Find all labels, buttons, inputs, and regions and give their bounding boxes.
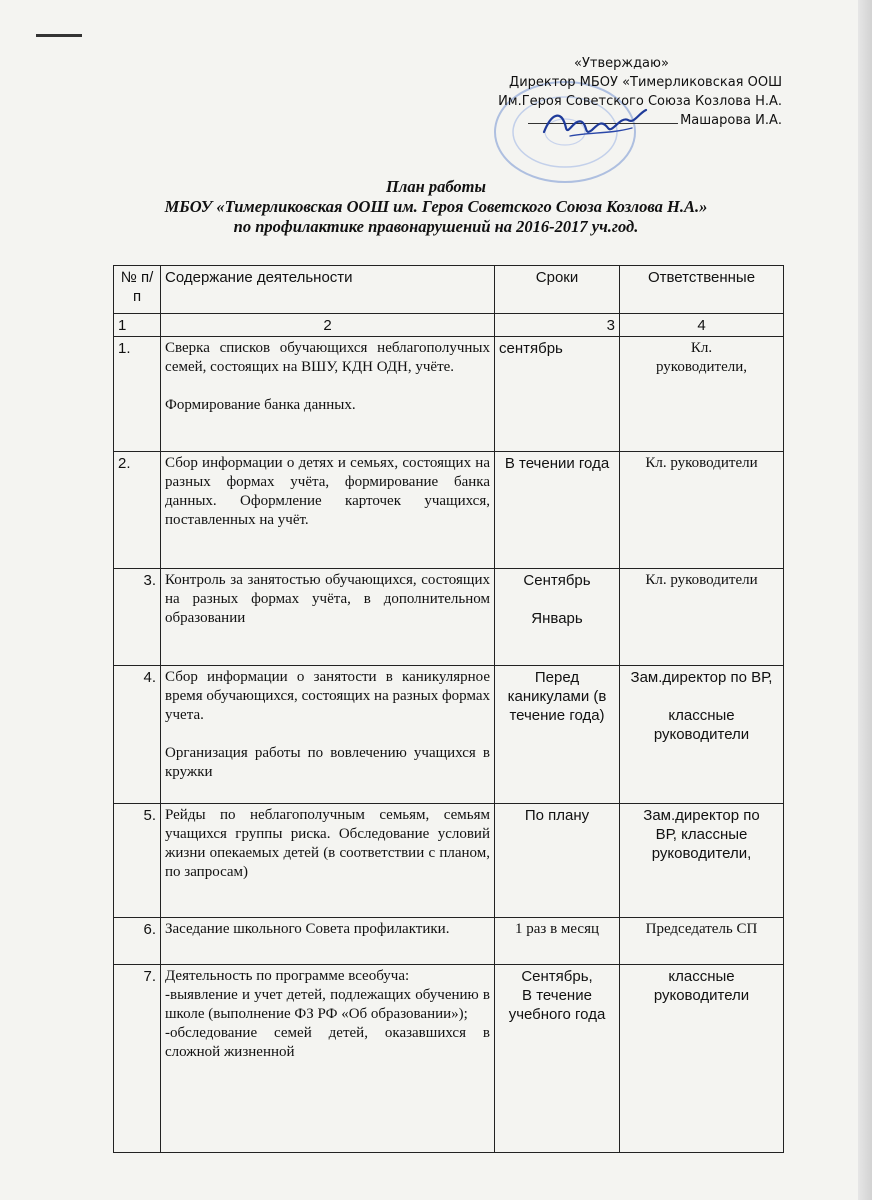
table-row <box>114 337 784 452</box>
row-content-text: Деятельность по программе всеобуча: <box>165 968 410 984</box>
row-terms-2: Январь <box>531 610 583 627</box>
row-terms: сентябрь <box>495 337 620 452</box>
row-terms-1: Сентябрь <box>523 572 591 589</box>
row-content <box>161 965 495 1153</box>
row-terms: Перед каникулами (в течение года) <box>495 666 620 804</box>
title-line-2: МБОУ «Тимерликовская ООШ им. Героя Советского Союза Козлова Н.А.» <box>164 197 708 216</box>
header-num: № п/п <box>114 266 161 314</box>
row-num: 1. <box>114 337 161 452</box>
row-num: 3. <box>114 569 161 666</box>
approval-director: Директор МБОУ «Тимерликовская ООШ <box>509 75 782 90</box>
table-index-row <box>114 314 784 337</box>
row-terms <box>495 965 620 1153</box>
approval-signer-name: Машарова И.А. <box>680 113 782 128</box>
row-responsible: Председатель СП <box>620 918 784 965</box>
row-content: Рейды по неблагополучным семьям, семьям учащихся группы риска. Обследование условий жизни опекаемых детей (в соответствии с планом, по запросам) <box>161 804 495 918</box>
row-content <box>161 337 495 452</box>
table-row <box>114 965 784 1153</box>
work-plan-table <box>113 265 784 1153</box>
table-header-row <box>114 266 784 314</box>
header-terms: Сроки <box>495 266 620 314</box>
approval-heading: «Утверждаю» <box>574 56 669 71</box>
approval-school-name: Им.Героя Советского Союза Козлова Н.А. <box>498 94 782 109</box>
row-content: Контроль за занятостью обучающихся, состоящих на разных формах учёта, в дополнительном образовании <box>161 569 495 666</box>
header-content: Содержание деятельности <box>161 266 495 314</box>
index-2: 2 <box>161 314 495 337</box>
row-content-text-2: -выявление и учет детей, подлежащих обучению в школе (выполнение ФЗ РФ «Об образовании»); <box>165 987 490 1022</box>
row-content <box>161 666 495 804</box>
row-terms: 1 раз в месяц <box>495 918 620 965</box>
row-num: 2. <box>114 452 161 569</box>
row-content: Сбор информации о детях и семьях, состоящих на разных формах учёта, формирование банка данных. Оформление карточек учащихся, поставленных на учёт. <box>161 452 495 569</box>
row-responsible <box>620 666 784 804</box>
index-1: 1 <box>114 314 161 337</box>
table-row <box>114 804 784 918</box>
row-content-text-2: Формирование банка данных. <box>165 397 356 413</box>
row-content-text-2: Организация работы по вовлечению учащихся в кружки <box>165 745 490 780</box>
table-row <box>114 452 784 569</box>
row-content-text: Сбор информации о занятости в каникулярное время обучающихся, состоящих на разных формах учета. <box>165 669 490 723</box>
row-terms-1: Сентябрь, <box>521 968 593 985</box>
table-row <box>114 918 784 965</box>
row-content-text: Сверка списков обучающихся неблагополучных семей, состоящих на ВШУ, КДН ОДН, учёте. <box>165 340 490 375</box>
row-terms-2: В течение учебного года <box>508 987 606 1023</box>
row-responsible: Кл. руководители, <box>620 337 784 452</box>
row-responsible: Кл. руководители <box>620 452 784 569</box>
row-responsible: Зам.директор по ВР, классные руководители, <box>620 804 784 918</box>
row-content-text-3: -обследование семей детей, оказавшихся в сложной жизненной <box>165 1025 490 1060</box>
row-responsible: Кл. руководители <box>620 569 784 666</box>
row-num: 4. <box>114 666 161 804</box>
row-terms: По плану <box>495 804 620 918</box>
header-responsible: Ответственные <box>620 266 784 314</box>
row-responsible: классные руководители <box>620 965 784 1153</box>
row-num: 7. <box>114 965 161 1153</box>
table-row <box>114 569 784 666</box>
title-line-3: по профилактике правонарушений на 2016-2017 уч.год. <box>233 217 639 236</box>
row-terms: В течении года <box>495 452 620 569</box>
row-responsible-2: классные руководители <box>653 707 750 743</box>
row-responsible-1: Зам.директор по ВР, <box>630 669 773 686</box>
row-content: Заседание школьного Совета профилактики. <box>161 918 495 965</box>
scan-mark <box>36 34 82 37</box>
row-terms <box>495 569 620 666</box>
handwritten-signature <box>540 106 650 142</box>
index-4: 4 <box>620 314 784 337</box>
title-line-1: План работы <box>386 177 486 196</box>
row-num: 6. <box>114 918 161 965</box>
document-title <box>0 177 872 237</box>
table-row <box>114 666 784 804</box>
row-num: 5. <box>114 804 161 918</box>
index-3: 3 <box>495 314 620 337</box>
